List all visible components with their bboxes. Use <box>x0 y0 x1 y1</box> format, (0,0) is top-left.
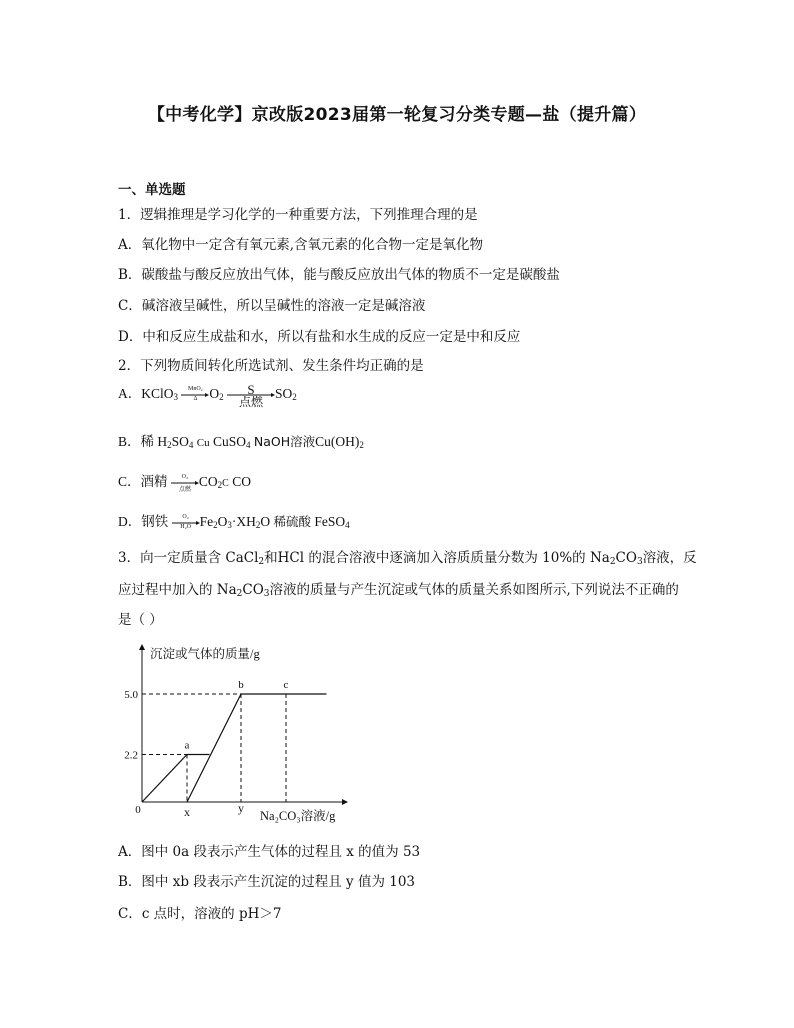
y-tick-5: 5.0 <box>124 689 138 701</box>
point-label-a: a <box>184 739 190 752</box>
q2c-mid: CO <box>198 474 218 489</box>
q3-l2-sub1: 2 <box>236 589 243 599</box>
q3-l2a: 应过程中加入的 Na <box>118 582 237 598</box>
q2b-p2: SO <box>171 434 189 449</box>
section-heading: 一、单选题 <box>118 182 186 198</box>
q2d-label: D．钢铁 <box>118 514 169 529</box>
point-label-b: b <box>238 679 244 691</box>
q2a-s-bot: 点燃 <box>239 395 264 409</box>
q2d-sub3: 2 <box>255 520 261 530</box>
q3-l2c: 溶液的质量与产生沉淀或气体的质量关系如图所示,下列说法不正确的 <box>269 582 679 598</box>
q2a-mid: O <box>209 386 220 402</box>
x-axis-arrow <box>342 799 348 805</box>
q3-l2b: CO <box>242 582 264 598</box>
q2b-naoh-text: NaOH溶液 <box>253 434 316 449</box>
q2b-p3: CuSO <box>213 434 247 449</box>
q3-l1-sub3: 3 <box>636 557 643 567</box>
q3-l1-sub1: 2 <box>258 557 265 567</box>
q3-line1 <box>118 546 697 567</box>
q2b-end: Cu(OH) <box>315 434 360 449</box>
q3-l1a: 3．向一定质量含 CaCl <box>118 550 259 566</box>
q2a-arrow2 <box>227 382 275 408</box>
q2b-sub4: 2 <box>359 440 364 450</box>
q1-option-a: A．氧化物中一定含有氧元素,含氧元素的化合物一定是氧化物 <box>118 237 484 253</box>
q2c-cond-top: O₂ <box>181 473 189 480</box>
q2a-label: A．KClO <box>118 386 174 402</box>
q2d-mid2: O <box>217 514 228 529</box>
q2d-mid3: ·XH <box>231 514 256 529</box>
q1-option-d: D．中和反应生成盐和水，所以有盐和水生成的反应一定是中和反应 <box>118 329 521 345</box>
q3-option-a: A．图中 0a 段表示产生气体的过程且 x 的值为 53 <box>118 844 421 860</box>
q3-option-b: B．图中 xb 段表示产生沉淀的过程且 y 值为 103 <box>118 874 416 890</box>
q2d-cond-top: O₂ <box>182 513 189 520</box>
q1-stem: 1．逻辑推理是学习化学的一种重要方法，下列推理合理的是 <box>118 207 478 223</box>
q2d-sub4: 4 <box>345 520 350 530</box>
q2-option-d <box>118 510 350 531</box>
q2a-s-top: S <box>247 382 255 397</box>
q2-option-b <box>118 430 364 450</box>
y-axis-arrow <box>139 644 145 650</box>
y-tick-2-2: 2.2 <box>124 749 138 762</box>
q3-l1-sub2: 2 <box>609 557 616 567</box>
q2b-cu: Cu <box>196 437 210 449</box>
q2c-sub1: 2 <box>217 480 223 490</box>
q2d-mid4: O <box>260 514 271 529</box>
q2d-arrow <box>172 515 200 531</box>
q2b-naoh <box>254 432 315 450</box>
q2b-sub1: 2 <box>167 440 172 450</box>
q2a-arrow1 <box>181 387 209 403</box>
q2a-cond-top: MnO₂ <box>188 386 203 392</box>
q2c-cond-bot: 点燃 <box>178 486 191 493</box>
q2c-end: CO <box>232 474 251 489</box>
q2d-sub2: 3 <box>227 520 232 530</box>
q2d-mid: Fe <box>199 514 214 529</box>
q3-line2 <box>118 578 679 599</box>
q3-l1d: 溶液，反 <box>642 550 697 566</box>
q3-l1b: 和HCl 的混合溶液中逐滴加入溶质质量分数为 10%的 Na <box>264 550 610 566</box>
q3-l2-sub2: 3 <box>263 589 270 599</box>
q3-l1c: CO <box>615 550 637 566</box>
q2a-cond-bot: Δ <box>193 396 198 402</box>
page-title: 【中考化学】京改版2023届第一轮复习分类专题—盐（提升篇） <box>147 105 647 125</box>
q3-option-c: C．c 点时，溶液的 pH＞7 <box>118 906 282 922</box>
q2a-sub2: 2 <box>219 392 224 403</box>
q2d-end: FeSO <box>314 514 346 529</box>
x-tick-0: 0 <box>135 804 141 816</box>
q3-chart <box>120 640 370 830</box>
q2c-label: C．酒精 <box>118 474 168 489</box>
q2b-sub2: 4 <box>188 440 194 450</box>
point-label-c: c <box>283 679 289 691</box>
q2a-sub1: 3 <box>173 392 179 403</box>
q2a-sub3: 2 <box>292 392 297 403</box>
x-axis-label: Na₂CO₃溶液/g <box>260 809 336 823</box>
q1-option-b: B．碳酸盐与酸反应放出气体，能与酸反应放出气体的物质不一定是碳酸盐 <box>118 267 560 283</box>
q2-stem: 2．下列物质间转化所选试剂、发生条件均正确的是 <box>118 358 424 374</box>
q2a-end: SO <box>275 386 293 402</box>
y-axis-label: 沉淀或气体的质量/g <box>150 647 260 661</box>
q1-option-c: C．碱溶液呈碱性，所以呈碱性的溶液一定是碱溶液 <box>118 298 426 314</box>
q2b-sub3: 4 <box>246 440 251 450</box>
q3-line3: 是（ ） <box>118 612 163 628</box>
q2b-label: B．稀 H <box>118 434 168 449</box>
x-tick-y: y <box>238 801 244 815</box>
q2d-acid: 稀硫酸 <box>273 514 312 529</box>
q2d-sub1: 2 <box>213 520 218 530</box>
q2c-c: C <box>222 478 229 489</box>
q2c-arrow <box>171 475 199 491</box>
series-precipitate-line <box>184 694 327 802</box>
q2-option-a <box>118 382 297 408</box>
q2-option-c <box>118 470 251 491</box>
q2d-cond-bot: H₂O <box>180 523 191 530</box>
x-tick-x: x <box>184 805 190 819</box>
